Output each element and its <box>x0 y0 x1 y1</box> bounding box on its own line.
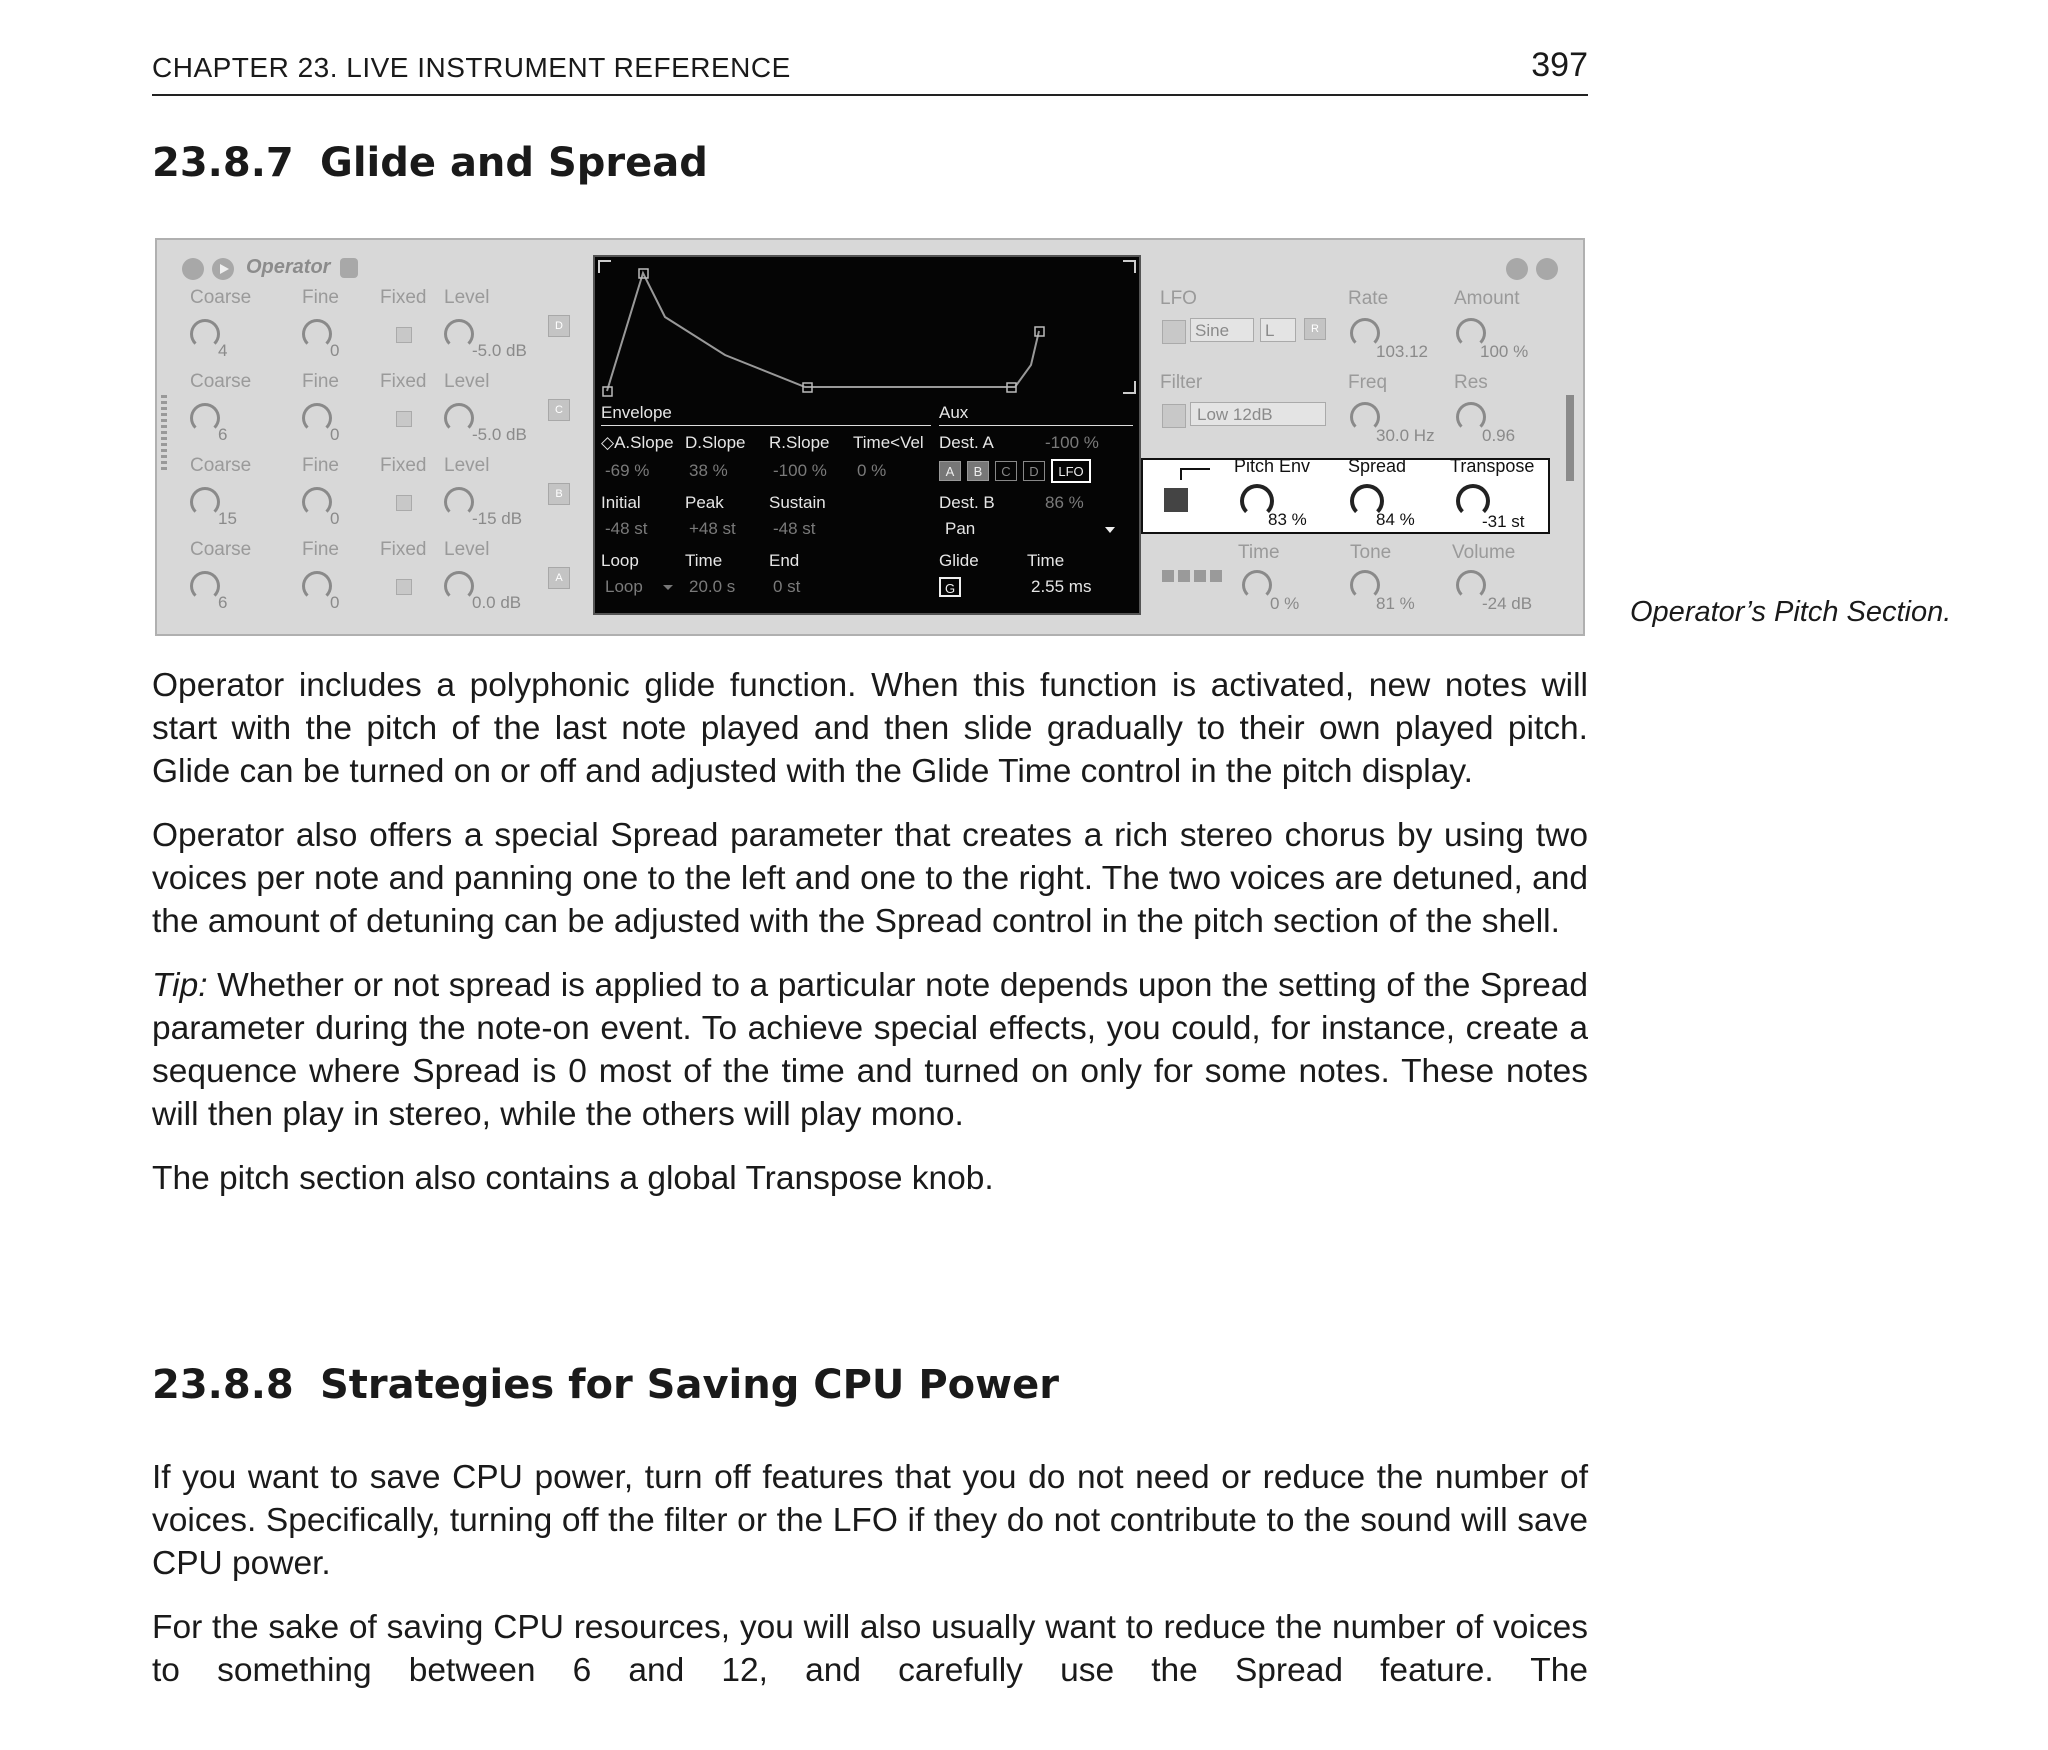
level-label: Level <box>444 287 490 308</box>
loop-label: Loop <box>601 551 639 570</box>
chevron-down-icon <box>663 585 673 590</box>
fine-knob[interactable] <box>302 487 332 517</box>
level-label: Level <box>444 539 490 560</box>
coarse-value: 15 <box>218 509 237 528</box>
section-number: 23.8.7 <box>152 140 294 186</box>
fine-label: Fine <box>302 287 339 308</box>
glide-toggle-button[interactable]: G <box>939 577 961 597</box>
figure-caption: Operator’s Pitch Section. <box>1630 596 1952 628</box>
lfo-mode-select[interactable]: L <box>1260 318 1296 342</box>
global-time-label: Time <box>1238 542 1280 563</box>
lfo-retrigger-button[interactable]: R <box>1304 318 1326 340</box>
page-number: 397 <box>1531 46 1588 84</box>
divider <box>601 425 931 426</box>
section-heading-cpu <box>152 1362 1059 1408</box>
dest-b-value[interactable]: 86 % <box>1045 493 1084 512</box>
fine-label: Fine <box>302 455 339 476</box>
global-display-buttons[interactable] <box>1162 570 1222 582</box>
fine-label: Fine <box>302 539 339 560</box>
d-slope-value[interactable]: 38 % <box>689 461 728 480</box>
fixed-checkbox[interactable] <box>396 495 412 511</box>
dest-b-select[interactable]: Pan <box>945 519 976 538</box>
scrollbar[interactable] <box>1566 395 1574 481</box>
filter-res-value: 0.96 <box>1482 426 1516 445</box>
fine-value: 0 <box>330 509 340 528</box>
volume-label: Volume <box>1452 542 1516 563</box>
tip-label: Tip: <box>152 967 208 1004</box>
level-knob[interactable] <box>444 319 474 349</box>
time-vel-label: Time<Vel <box>853 433 924 452</box>
pitch-env-label: Pitch Env <box>1234 456 1311 476</box>
device-title: Operator <box>246 256 331 278</box>
section-number: 23.8.8 <box>152 1362 294 1408</box>
osc-d-button[interactable]: D <box>548 315 570 337</box>
pitch-env-value: 83 % <box>1268 510 1307 529</box>
tone-label: Tone <box>1350 542 1392 563</box>
fixed-label: Fixed <box>380 371 427 392</box>
body-section-glide-spread <box>152 664 1588 1200</box>
sustain-label: Sustain <box>769 493 826 512</box>
dest-d-button[interactable]: D <box>1023 461 1045 481</box>
coarse-label: Coarse <box>190 455 252 476</box>
spread-value: 84 % <box>1376 510 1415 529</box>
level-knob[interactable] <box>444 571 474 601</box>
peak-label: Peak <box>685 493 724 512</box>
peak-value[interactable]: +48 st <box>689 519 736 538</box>
filter-on-toggle[interactable] <box>1162 404 1186 428</box>
envelope-display <box>593 255 1141 615</box>
power-icon[interactable] <box>182 258 204 280</box>
level-knob[interactable] <box>444 487 474 517</box>
r-slope-value[interactable]: -100 % <box>773 461 827 480</box>
osc-a-button[interactable]: A <box>548 567 570 589</box>
fixed-checkbox[interactable] <box>396 327 412 343</box>
dest-c-button[interactable]: C <box>995 461 1017 481</box>
loop-select[interactable]: Loop <box>605 577 643 596</box>
fine-knob[interactable] <box>302 571 332 601</box>
fine-label: Fine <box>302 371 339 392</box>
initial-value[interactable]: -48 st <box>605 519 648 538</box>
coarse-label: Coarse <box>190 371 252 392</box>
fixed-label: Fixed <box>380 287 427 308</box>
lfo-on-toggle[interactable] <box>1162 320 1186 344</box>
glide-time-label: Time <box>1027 551 1065 570</box>
oscillator-panel <box>178 287 578 612</box>
r-slope-label: R.Slope <box>769 433 830 452</box>
glide-label: Glide <box>939 551 979 570</box>
coarse-knob[interactable] <box>190 571 220 601</box>
coarse-value: 6 <box>218 593 228 612</box>
dest-lfo-button[interactable]: LFO <box>1051 459 1091 483</box>
end-value[interactable]: 0 st <box>773 577 801 596</box>
global-time-value: 0 % <box>1270 594 1300 613</box>
fine-knob[interactable] <box>302 319 332 349</box>
fixed-checkbox[interactable] <box>396 579 412 595</box>
pitch-env-shape-icon <box>1180 468 1210 480</box>
chevron-down-icon <box>1105 527 1115 533</box>
paragraph: Operator also offers a special Spread parameter that creates a rich stereo chorus by using two voices per note and panning one to the left and one to the right. The two voices are detuned, and the amount of detuning can be adjusted with the Spread control in the pitch section of the shell. <box>152 817 1588 940</box>
time-vel-value[interactable]: 0 % <box>857 461 887 480</box>
d-slope-label: D.Slope <box>685 433 746 452</box>
fine-value: 0 <box>330 425 340 444</box>
level-value: -15 dB <box>472 509 523 528</box>
filter-type-select[interactable]: Low 12dB <box>1190 402 1326 426</box>
tip-paragraph <box>152 964 1588 1136</box>
global-time-knob[interactable] <box>1242 570 1272 600</box>
glide-time-value[interactable]: 2.55 ms <box>1031 577 1092 596</box>
tip-text: Whether or not spread is applied to a particular note depends upon the setting of the Spread parameter during the note-on event. To achieve special effects, you could, for instance, create a sequence where Spread is 0 most of the time and turned on only for some notes. These notes will then play in stereo, while the others will play mono. <box>152 967 1588 1133</box>
level-knob[interactable] <box>444 403 474 433</box>
transpose-value: -31 st <box>1482 512 1525 531</box>
coarse-label: Coarse <box>190 539 252 560</box>
loop-time-value[interactable]: 20.0 s <box>689 577 736 596</box>
play-triangle-icon <box>220 264 229 274</box>
level-value: 0.0 dB <box>472 593 522 612</box>
level-value: -5.0 dB <box>472 341 527 360</box>
coarse-value: 6 <box>218 425 228 444</box>
a-slope-value[interactable]: -69 % <box>605 461 650 480</box>
filter-freq-label: Freq <box>1348 372 1388 393</box>
lfo-amount-value: 100 % <box>1480 342 1529 361</box>
body-section-cpu <box>152 1456 1588 1692</box>
coarse-value: 4 <box>218 341 228 360</box>
running-header <box>152 46 1588 96</box>
end-label: End <box>769 551 800 570</box>
paragraph: The pitch section also contains a global Transpose knob. <box>152 1160 994 1197</box>
paragraph: For the sake of saving CPU resources, you will also usually want to reduce the number of voices to something between 6 and 12, and carefully use the Spread feature. The <box>152 1609 1588 1689</box>
lfo-amount-label: Amount <box>1454 288 1520 309</box>
left-grip-handle[interactable] <box>161 395 167 471</box>
sustain-value[interactable]: -48 st <box>773 519 816 538</box>
osc-c-button[interactable]: C <box>548 399 570 421</box>
dest-a-label: Dest. A <box>939 433 994 452</box>
level-value: -5.0 dB <box>472 425 527 444</box>
osc-b-button[interactable]: B <box>548 483 570 505</box>
section-heading-glide-spread <box>152 140 708 186</box>
divider <box>939 425 1133 426</box>
save-preset-icon[interactable] <box>1536 258 1558 280</box>
fixed-label: Fixed <box>380 455 427 476</box>
level-label: Level <box>444 455 490 476</box>
dest-a-value[interactable]: -100 % <box>1045 433 1099 452</box>
envelope-title: Envelope <box>601 403 672 422</box>
a-slope-label: ◇A.Slope <box>601 433 674 452</box>
tone-value: 81 % <box>1376 594 1415 613</box>
filter-freq-value: 30.0 Hz <box>1376 426 1435 445</box>
level-label: Level <box>444 371 490 392</box>
aux-title: Aux <box>939 403 969 422</box>
fixed-label: Fixed <box>380 539 427 560</box>
fine-value: 0 <box>330 341 340 360</box>
section-title: Glide and Spread <box>320 140 708 186</box>
dest-b-button[interactable]: B <box>967 461 989 481</box>
pitch-env-toggle[interactable] <box>1164 488 1188 512</box>
fine-value: 0 <box>330 593 340 612</box>
dest-b-label: Dest. B <box>939 493 995 512</box>
fixed-checkbox[interactable] <box>396 411 412 427</box>
coarse-label: Coarse <box>190 287 252 308</box>
hand-icon <box>340 258 358 278</box>
lfo-label: LFO <box>1160 288 1197 309</box>
fine-knob[interactable] <box>302 403 332 433</box>
coarse-knob[interactable] <box>190 487 220 517</box>
hot-swap-icon[interactable] <box>1506 258 1528 280</box>
volume-value: -24 dB <box>1482 594 1533 613</box>
running-title: CHAPTER 23. LIVE INSTRUMENT REFERENCE <box>152 52 791 83</box>
paragraph: If you want to save CPU power, turn off features that you do not need or reduce the number of voices. Specifically, turning off the filter or the LFO if they do not contribute to the sound will save CPU power. <box>152 1459 1588 1582</box>
paragraph: Operator includes a polyphonic glide function. When this function is activated, new notes will start with the pitch of the last note played and then slide gradually to their own played pitch. Glide can be turned on or off and adjusted with the Glide Time control in the pitch display. <box>152 667 1588 790</box>
filter-res-label: Res <box>1454 372 1488 393</box>
initial-label: Initial <box>601 493 641 512</box>
dest-a-button[interactable]: A <box>939 461 961 481</box>
envelope-graph[interactable] <box>595 257 1139 397</box>
section-title: Strategies for Saving CPU Power <box>320 1362 1059 1408</box>
spread-label: Spread <box>1348 456 1407 476</box>
lfo-rate-label: Rate <box>1348 288 1389 309</box>
transpose-label: Transpose <box>1450 456 1535 476</box>
filter-label: Filter <box>1160 372 1203 393</box>
coarse-knob[interactable] <box>190 319 220 349</box>
coarse-knob[interactable] <box>190 403 220 433</box>
lfo-wave-select[interactable]: Sine <box>1190 318 1254 342</box>
lfo-rate-value: 103.12 <box>1376 342 1428 361</box>
loop-time-label: Time <box>685 551 723 570</box>
